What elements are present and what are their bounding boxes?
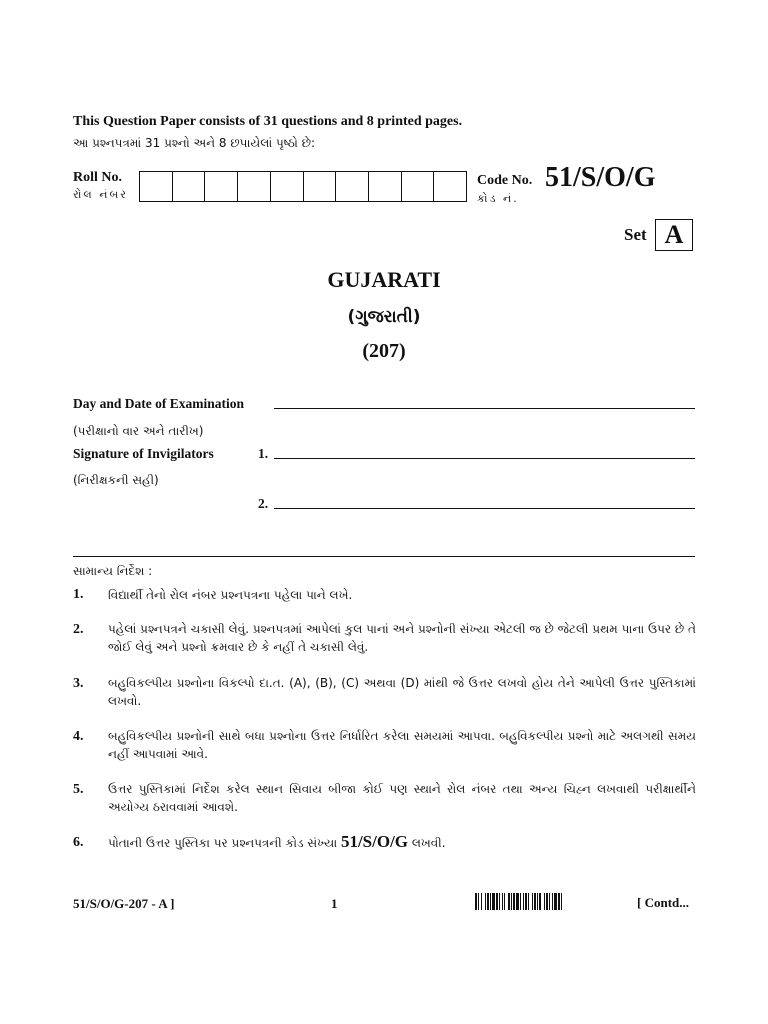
instruction-number: 5. [73,782,84,797]
signature-number-2: 2. [258,496,269,511]
instruction-text: પહેલાં પ્રશ્નપત્રને ચકાસી લેવું. પ્રશ્નપત્રમાં આપેલાં કુલ પાનાં અને પ્રશ્નોની સંખ્યા એટલી જ છે જેટલી પ્રથમ પાના ઉપર છે તે જોઈ લેવું અને પ્રશ્નો ક્રમવાર છે કે નહીં તે ચકાસી લેવું. [108,622,696,654]
roll-number-box[interactable] [402,172,435,201]
roll-number-box[interactable] [369,172,402,201]
instruction-number: 2. [73,622,84,637]
instruction-number: 4. [73,729,84,744]
roll-number-boxes[interactable] [139,171,467,202]
invigilator-signature-label-gujarati: (નિરીક્ષકની સહી) [73,473,159,487]
code-no-value: 51/S/O/G [545,162,656,193]
header-line1: This Question Paper consists of 31 questions and 8 printed pages. [73,114,463,129]
barcode-icon [475,893,633,910]
exam-day-input-line[interactable] [274,408,695,409]
roll-number-box[interactable] [434,172,466,201]
set-value-box: A [655,219,693,251]
signature-line-1[interactable] [274,458,695,459]
section-divider [73,556,695,557]
subject-title: GUJARATI [327,267,441,292]
signature-line-2[interactable] [274,508,695,509]
roll-number-box[interactable] [336,172,369,201]
roll-number-box[interactable] [304,172,337,201]
instruction-text-before: પોતાની ઉત્તર પુસ્તિકા પર પ્રશ્નપત્રની કોડ સંખ્યા [108,836,341,850]
instructions-title: સામાન્ય નિર્દેશ : [73,564,153,578]
roll-no-label: Roll No. [73,170,122,185]
set-label: Set [624,225,647,244]
instruction-number: 1. [73,587,84,602]
subject-title-gujarati: (ગુજરાતી) [347,307,421,327]
roll-number-box[interactable] [271,172,304,201]
invigilator-signature-label: Signature of Invigilators [73,446,214,461]
instruction-text [108,833,696,852]
roll-number-box[interactable] [140,172,173,201]
exam-day-label-gujarati: (પરીક્ષાનો વાર અને તારીખ) [73,424,204,438]
footer-page-number: 1 [331,896,338,911]
instruction-number: 3. [73,676,84,691]
footer-paper-code: 51/S/O/G-207 - A ] [73,896,175,911]
exam-day-label: Day and Date of Examination [73,396,245,411]
instruction-text: વિદ્યાર્થી તેનો રોલ નંબર પ્રશ્નપત્રના પહેલા પાને લખે. [108,588,353,602]
roll-number-box[interactable] [205,172,238,201]
instruction-text-after: લખવી. [408,836,446,850]
instruction-number: 6. [73,835,84,850]
footer-contd: [ Contd... [637,895,690,910]
roll-number-box[interactable] [238,172,271,201]
code-no-label-gujarati: કોડ નં. [477,192,519,205]
code-no-label: Code No. [477,173,533,188]
signature-number-1: 1. [258,446,269,461]
header-line2-gujarati: આ પ્રશ્નપત્રમાં 31 પ્રશ્નો અને 8 છપાયેલાં પૃષ્ઠો છે: [73,136,316,150]
roll-number-box[interactable] [173,172,206,201]
instruction-text: ઉત્તર પુસ્તિકામાં નિર્દેશ કરેલ સ્થાન સિવાય બીજા કોઈ પણ સ્થાને રોલ નંબર તથા અન્ય ચિહ્ન લખવાથી પરીક્ષાર્થીને અયોગ્ય ઠરાવવામાં આવશે. [108,782,696,814]
subject-code: (207) [362,340,406,362]
instruction-text: બહુવિકલ્પીય પ્રશ્નોની સાથે બધા પ્રશ્નોના ઉત્તર નિર્ધારિત કરેલા સમયમાં આપવા. બહુવિકલ્પીય પ્રશ્નો માટે અલગથી સમય નહીં આપવામાં આવે. [108,729,696,761]
instruction-text: બહુવિકલ્પીય પ્રશ્નોના વિકલ્પો દા.ત. (A), (B), (C) અથવા (D) માંથી જે ઉત્તર લખવો હોય તેને આપેલી ઉત્તર પુસ્તિકામાં લખવો. [108,676,696,708]
instruction-code: 51/S/O/G [340,832,409,851]
roll-no-label-gujarati: રોલ નંબર [73,188,128,201]
